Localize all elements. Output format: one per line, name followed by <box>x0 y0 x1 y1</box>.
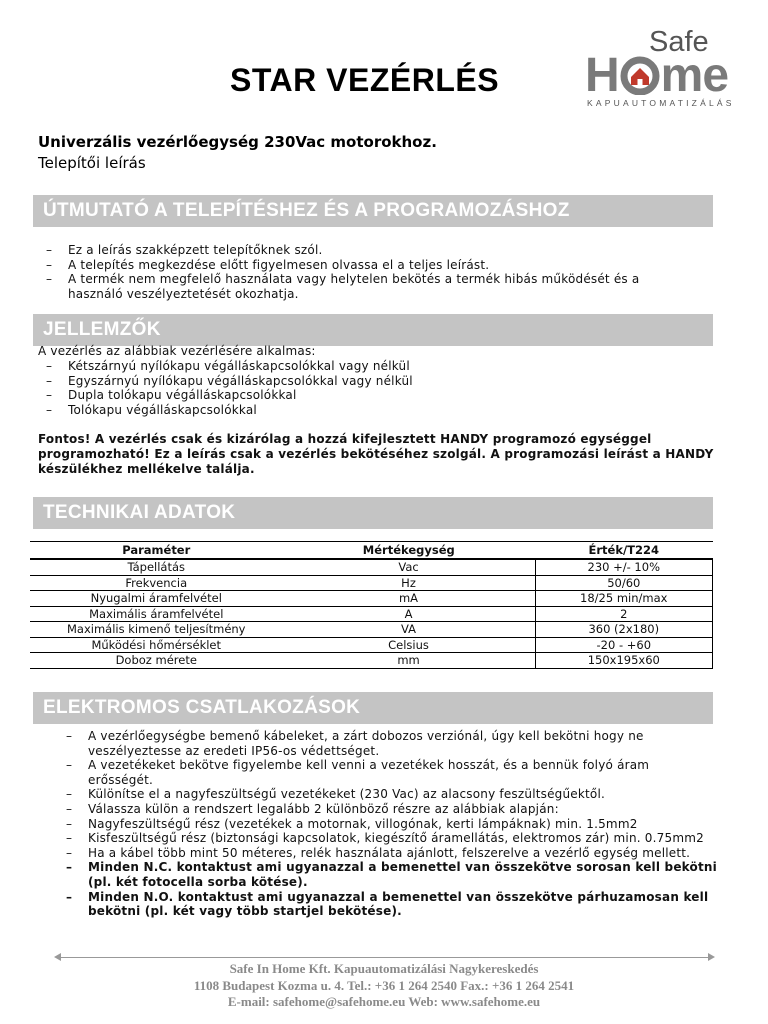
table-cell: Hz <box>283 575 536 591</box>
list-item: – A vezérlőegységbe bemenő kábeleket, a zárt dobozos verziónál, úgy kell bekötni hogy ne veszélyeztesse az eredeti IP56-os védettséget. <box>58 729 718 758</box>
table-cell: 2 <box>535 606 712 622</box>
section-title-guide: ÚTMUTATÓ A TELEPÍTÉSHEZ ÉS A PROGRAMOZÁSHOZ <box>43 200 570 221</box>
list-item: – Különítse el a nagyfeszültségű vezetékeket (230 Vac) az alacsony feszültségűektől. <box>58 787 718 802</box>
list-item: – Nagyfeszültségű rész (vezetékek a motornak, villogónak, kerti lámpáknak) min. 1.5mm2 <box>58 817 718 832</box>
table-row <box>30 575 713 591</box>
product-subtitle: Univerzális vezérlőegység 230Vac motorokhoz. <box>38 133 437 151</box>
list-item: – Válassza külön a rendszert legalább 2 különböző részre az alábbiak alapján: <box>58 802 718 817</box>
list-item: – A telepítés megkezdése előtt figyelmesen olvassa el a teljes leírást. <box>38 258 698 273</box>
logo-home-text <box>585 48 728 103</box>
footer-address: 1108 Budapest Kozma u. 4. Tel.: +36 1 264 2540 Fax.: +36 1 264 2541 <box>193 978 575 993</box>
table-cell: VA <box>283 622 536 638</box>
table-cell: 150x195x60 <box>535 653 712 669</box>
section-header-tech <box>33 497 713 529</box>
table-cell: Frekvencia <box>30 575 283 591</box>
table-cell: -20 - +60 <box>535 637 712 653</box>
list-item: – Minden N.O. kontaktust ami ugyanazzal a bemenettel van összekötve párhuzamosan kell bekötni (pl. két vagy több startjel bekötése). <box>58 890 718 919</box>
table-cell: Tápellátás <box>30 559 283 575</box>
table-cell: Vac <box>283 559 536 575</box>
list-item: – A vezetékeket bekötve figyelembe kell venni a vezetékek hosszát, és a bennük folyó áram erősségét. <box>58 758 718 787</box>
list-item: – Ez a leírás szakképzett telepítőknek szól. <box>38 243 698 258</box>
table-cell: Működési hőmérséklet <box>30 637 283 653</box>
electrical-list <box>58 729 718 919</box>
table-row <box>30 559 713 575</box>
column-header-unit: Mértékegység <box>283 542 536 560</box>
section-header-electrical <box>33 692 713 724</box>
house-icon <box>620 55 660 95</box>
table-cell: A <box>283 606 536 622</box>
table-row <box>30 591 713 607</box>
table-cell: Maximális kimenő teljesítmény <box>30 622 283 638</box>
column-header-parameter: Paraméter <box>30 542 283 560</box>
section-title-electrical: ELEKTROMOS CSATLAKOZÁSOK <box>43 697 361 718</box>
footer-company: Safe In Home Kft. Kapuautomatizálási Nagykereskedés <box>229 961 539 976</box>
page-title: STAR VEZÉRLÉS <box>230 62 500 98</box>
safehome-logo <box>583 26 733 110</box>
table-cell: Celsius <box>283 637 536 653</box>
logo-home-me: me <box>660 49 729 102</box>
table-cell: mm <box>283 653 536 669</box>
list-item: – Ha a kábel több mint 50 méteres, relék használata ajánlott, felszerelve a vezérlő egység mellett. <box>58 846 718 861</box>
table-row <box>30 622 713 638</box>
arrow-right-icon <box>708 953 715 961</box>
table-cell: 360 (2x180) <box>535 622 712 638</box>
table-cell: 18/25 min/max <box>535 591 712 607</box>
table-cell: mA <box>283 591 536 607</box>
list-item: – Kisfeszültségű rész (biztonsági kapcsolatok, kiegészítő áramellátás, elektromos zár) min. 0.75mm2 <box>58 831 718 846</box>
logo-safe-text: Safe <box>649 26 709 58</box>
table-cell: Nyugalmi áramfelvétel <box>30 591 283 607</box>
guide-list <box>38 243 698 301</box>
list-item: – Egyszárnyú nyílókapu végálláskapcsolókkal vagy nélkül <box>38 374 698 389</box>
section-title-features: JELLEMZŐK <box>43 319 161 340</box>
table-row <box>30 637 713 653</box>
logo-tagline: KAPUAUTOMATIZÁLÁS <box>587 98 735 108</box>
important-note: Fontos! A vezérlés csak és kizárólag a hozzá kifejlesztett HANDY programozó egységgel programozható! Ez a leírás csak a vezérlés bekötéséhez szolgál. A programozási leírást a HANDY készülékhez mellékelve találja. <box>38 432 714 476</box>
table-row <box>30 653 713 669</box>
section-header-guide <box>33 195 713 227</box>
section-title-tech: TECHNIKAI ADATOK <box>43 502 236 523</box>
list-item: – Dupla tolókapu végálláskapcsolókkal <box>38 388 698 403</box>
footer-divider <box>58 957 710 958</box>
table-cell: Doboz mérete <box>30 653 283 669</box>
features-list <box>38 359 698 417</box>
table-header-row <box>30 542 713 560</box>
list-item: – A termék nem megfelelő használata vagy helytelen bekötés a termék hibás működését és a használó veszélyeztetését okozhatja. <box>38 272 698 301</box>
section-header-features <box>33 314 713 346</box>
table-cell: 50/60 <box>535 575 712 591</box>
list-item: – Kétszárnyú nyílókapu végálláskapcsolókkal vagy nélkül <box>38 359 698 374</box>
document-type: Telepítői leírás <box>38 154 146 172</box>
table-row <box>30 606 713 622</box>
list-item: – Tolókapu végálláskapcsolókkal <box>38 403 698 418</box>
table-cell: 230 +/- 10% <box>535 559 712 575</box>
footer-contact: E-mail: safehome@safehome.eu Web: www.safehome.eu <box>227 994 541 1009</box>
table-cell: Maximális áramfelvétel <box>30 606 283 622</box>
tech-data-table <box>30 541 713 669</box>
column-header-value: Érték/T224 <box>535 542 712 560</box>
logo-home-h: H <box>585 49 619 102</box>
features-intro: A vezérlés az alábbiak vezérlésére alkalmas: <box>38 344 316 358</box>
list-item: – Minden N.C. kontaktust ami ugyanazzal a bemenettel van összekötve sorosan kell bekötni (pl. két fotocella sorba kötése). <box>58 860 718 889</box>
